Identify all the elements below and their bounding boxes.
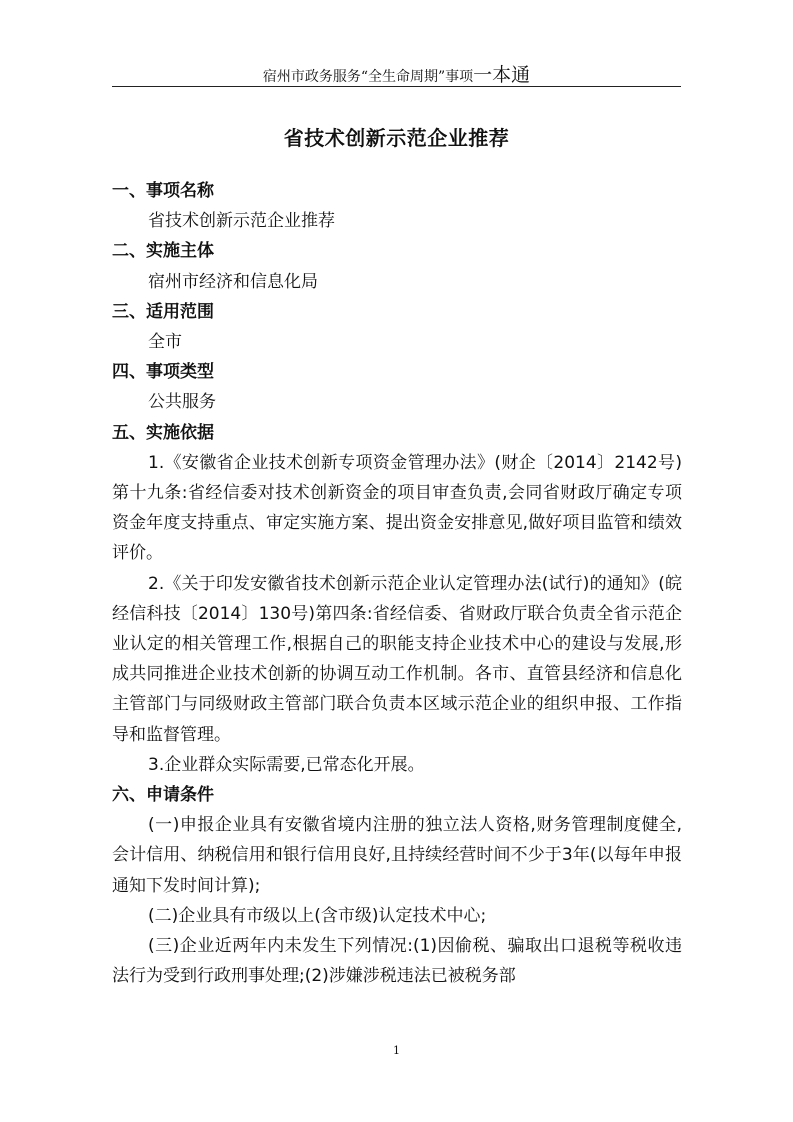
document-body bbox=[112, 176, 682, 991]
page-number: 1 bbox=[393, 1044, 400, 1057]
legal-basis-paragraph: 2.《关于印发安徽省技术创新示范企业认定管理办法(试行)的通知》(皖经信科技〔2014〕130号)第四条:省经信委、省财政厅联合负责全省示范企业认定的相关管理工作,根据自己的职能支持企业技术中心的建设与发展,形成共同推进企业技术创新的协调互动工作机制。各市、直管县经济和信息化主管部门与同级财政主管部门联合负责本区域示范企业的组织申报、工作指导和监督管理。 bbox=[112, 573, 682, 745]
running-header bbox=[0, 60, 793, 87]
condition-paragraph: (三)企业近两年内未发生下列情况:(1)因偷税、骗取出口退税等税收违法行为受到行政刑事处理;(2)涉嫌涉税违法已被税务部 bbox=[112, 936, 682, 987]
section-heading-implementing-body: 二、实施主体 bbox=[112, 241, 214, 262]
section-value-implementing-body: 宿州市经济和信息化局 bbox=[148, 271, 318, 292]
document-title: 省技术创新示范企业推荐 bbox=[283, 126, 510, 150]
section-heading-item-type: 四、事项类型 bbox=[112, 362, 214, 383]
legal-basis-paragraph: 3.企业群众实际需要,已常态化开展。 bbox=[148, 754, 425, 775]
section-value-item-name: 省技术创新示范企业推荐 bbox=[148, 211, 335, 232]
section-heading-legal-basis: 五、实施依据 bbox=[112, 422, 214, 443]
section-value-item-type: 公共服务 bbox=[148, 392, 216, 413]
condition-paragraph: (一)申报企业具有安徽省境内注册的独立法人资格,财务管理制度健全,会计信用、纳税信用和银行信用良好,且持续经营时间不少于3年(以每年申报通知下发时间计算); bbox=[112, 815, 682, 896]
header-rule bbox=[112, 86, 681, 87]
condition-paragraph: (二)企业具有市级以上(含市级)认定技术中心; bbox=[148, 905, 487, 926]
legal-basis-paragraph: 1.《安徽省企业技术创新专项资金管理办法》(财企〔2014〕2142号)第十九条:省经信委对技术创新资金的项目审查负责,会同省财政厅确定专项资金年度支持重点、审定实施方案、提出资金安排意见,做好项目监管和绩效评价。 bbox=[112, 452, 682, 564]
section-heading-item-name: 一、事项名称 bbox=[112, 181, 214, 201]
running-header-title: 宿州市政务服务“全生命周期”事项 bbox=[262, 69, 474, 85]
section-heading-application-conditions: 六、申请条件 bbox=[112, 785, 214, 806]
section-value-scope: 全市 bbox=[148, 332, 182, 353]
section-heading-scope: 三、适用范围 bbox=[112, 301, 214, 322]
running-header-title-end: 一本通 bbox=[473, 64, 531, 86]
